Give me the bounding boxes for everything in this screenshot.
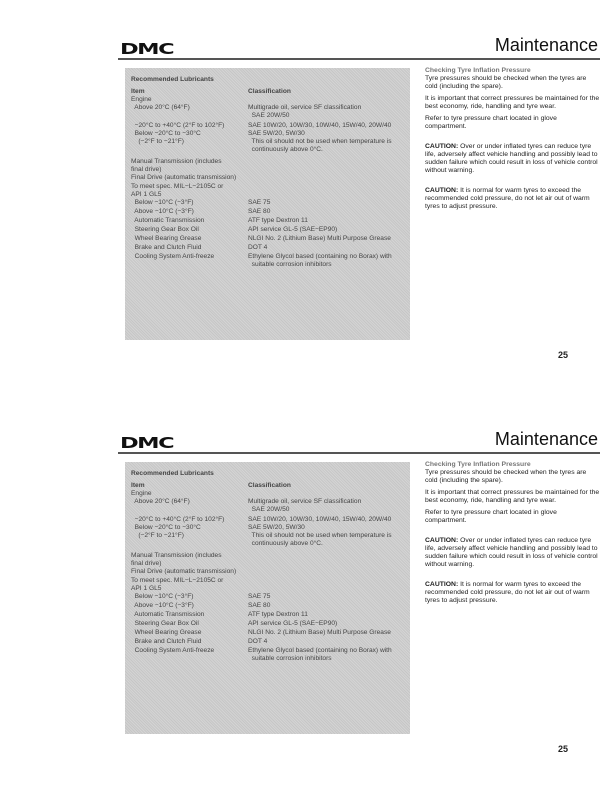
- caution-label: CAUTION:: [425, 187, 459, 194]
- item-cell: Final Drive (automatic transmission): [131, 568, 237, 575]
- classification-cell: continuously above 0°C.: [248, 146, 323, 153]
- classification-cell: This oil should not be used when temperature is: [248, 138, 392, 145]
- dmc-logo: DMC: [120, 434, 174, 452]
- item-cell: −20°C to +40°C (2°F to 102°F): [131, 516, 225, 523]
- page-number: 25: [558, 744, 569, 754]
- item-cell: Wheel Bearing Grease: [131, 629, 202, 636]
- item-cell: Below −20°C to −30°C: [131, 524, 201, 531]
- dmc-logo: DMC: [120, 40, 174, 58]
- item-cell: Brake and Clutch Fluid: [131, 244, 202, 251]
- item-cell: Above 20°C (64°F): [131, 104, 190, 111]
- classification-cell: SAE 20W/50: [248, 112, 290, 119]
- item-cell: Brake and Clutch Fluid: [131, 638, 202, 645]
- item-cell: Above −10°C (−3°F): [131, 208, 194, 215]
- lubricants-heading: Recommended Lubricants: [131, 470, 214, 477]
- item-cell: To meet spec. MIL−L−2105C or: [131, 183, 224, 190]
- page-title: Maintenance: [494, 35, 598, 55]
- classification-cell: SAE 5W/20, 5W/30: [248, 130, 305, 137]
- page-number: 25: [558, 350, 569, 360]
- classification-cell: SAE 5W/20, 5W/30: [248, 524, 305, 531]
- item-cell: Above −10°C (−3°F): [131, 602, 194, 609]
- item-cell: Final Drive (automatic transmission): [131, 174, 237, 181]
- classification-cell: NLGI No. 2 (Lithium Base) Multi Purpose Grease: [248, 235, 391, 242]
- item-cell: Cooling System Anti-freeze: [131, 253, 215, 260]
- item-cell: −20°C to +40°C (2°F to 102°F): [131, 122, 225, 129]
- page-title: Maintenance: [494, 429, 598, 449]
- classification-cell: SAE 20W/50: [248, 506, 290, 513]
- item-cell: Automatic Transmission: [131, 217, 205, 224]
- classification-cell: SAE 75: [248, 593, 271, 600]
- item-cell: (−2°F to −21°F): [131, 532, 184, 539]
- column-header-classification: Classification: [248, 88, 291, 95]
- item-cell: final drive): [131, 560, 162, 567]
- tyre-heading: Checking Tyre Inflation Pressure: [425, 67, 531, 74]
- classification-cell: suitable corrosion inhibitors: [248, 261, 332, 268]
- item-cell: Manual Transmission (includes: [131, 158, 222, 165]
- classification-cell: DOT 4: [248, 638, 268, 645]
- classification-cell: Ethylene Glycol based (containing no Borax) with: [248, 253, 392, 260]
- classification-cell: continuously above 0°C.: [248, 540, 323, 547]
- tyre-pressure-section: [425, 67, 600, 215]
- item-cell: API 1 GL5: [131, 191, 162, 198]
- item-cell: Steering Gear Box Oil: [131, 620, 199, 627]
- tyre-paragraph: It is important that correct pressures be maintained for the best economy, ride, handling and tyre wear.: [425, 489, 600, 504]
- tyre-paragraph: Refer to tyre pressure chart located in glove compartment.: [425, 115, 557, 130]
- classification-cell: SAE 75: [248, 199, 271, 206]
- tyre-heading: Checking Tyre Inflation Pressure: [425, 461, 531, 468]
- tyre-paragraph: Tyre pressures should be checked when the tyres are cold (including the spare).: [425, 469, 587, 484]
- classification-cell: NLGI No. 2 (Lithium Base) Multi Purpose Grease: [248, 629, 391, 636]
- lubricants-heading: Recommended Lubricants: [131, 76, 214, 83]
- classification-cell: SAE 10W/20, 10W/30, 10W/40, 15W/40, 20W/40: [248, 516, 392, 523]
- tyre-paragraph: Tyre pressures should be checked when the tyres are cold (including the spare).: [425, 75, 587, 90]
- item-cell: Below −10°C (−3°F): [131, 593, 194, 600]
- classification-cell: ATF type Dextron 11: [248, 611, 308, 618]
- lubricants-table: [125, 462, 410, 734]
- caution-paragraph: [425, 537, 600, 569]
- column-header-classification: Classification: [248, 482, 291, 489]
- lubricants-table: [125, 68, 410, 340]
- classification-cell: API service GL-5 (SAE−EP90): [248, 620, 338, 627]
- item-cell: Wheel Bearing Grease: [131, 235, 202, 242]
- classification-cell: Multigrade oil, service SF classification: [248, 104, 362, 111]
- item-cell: Below −20°C to −30°C: [131, 130, 201, 137]
- item-cell: Engine: [131, 490, 152, 497]
- caution-label: CAUTION:: [425, 581, 459, 588]
- item-cell: Below −10°C (−3°F): [131, 199, 194, 206]
- classification-cell: Multigrade oil, service SF classification: [248, 498, 362, 505]
- caution-text: Over or under inflated tyres can reduce tyre life, adversely affect vehicle handling and possibly lead to sudden failure which could result in loss of vehicle control without warning.: [425, 143, 598, 174]
- classification-cell: SAE 10W/20, 10W/30, 10W/40, 15W/40, 20W/40: [248, 122, 392, 129]
- caution-text: It is normal for warm tyres to exceed the recommended cold pressure, do not let air out of warm tyres to adjust pressure.: [425, 581, 590, 604]
- classification-cell: ATF type Dextron 11: [248, 217, 308, 224]
- item-cell: final drive): [131, 166, 162, 173]
- column-header-item: Item: [131, 88, 145, 95]
- page-copy-2: [0, 394, 612, 790]
- classification-cell: This oil should not be used when temperature is: [248, 532, 392, 539]
- tyre-pressure-section: [425, 461, 600, 609]
- item-cell: Manual Transmission (includes: [131, 552, 222, 559]
- column-header-item: Item: [131, 482, 145, 489]
- classification-cell: SAE 80: [248, 602, 271, 609]
- item-cell: Automatic Transmission: [131, 611, 205, 618]
- item-cell: Cooling System Anti-freeze: [131, 647, 215, 654]
- classification-cell: SAE 80: [248, 208, 271, 215]
- caution-label: CAUTION:: [425, 143, 459, 150]
- item-cell: Steering Gear Box Oil: [131, 226, 199, 233]
- caution-label: CAUTION:: [425, 537, 459, 544]
- item-cell: Engine: [131, 96, 152, 103]
- tyre-paragraph: Refer to tyre pressure chart located in glove compartment.: [425, 509, 557, 524]
- caution-text: It is normal for warm tyres to exceed the recommended cold pressure, do not let air out of warm tyres to adjust pressure.: [425, 187, 590, 210]
- item-cell: (−2°F to −21°F): [131, 138, 184, 145]
- caution-paragraph: [425, 187, 600, 211]
- item-cell: To meet spec. MIL−L−2105C or: [131, 577, 224, 584]
- caution-paragraph: [425, 581, 600, 605]
- item-cell: API 1 GL5: [131, 585, 162, 592]
- header-rule: [118, 58, 600, 60]
- classification-cell: Ethylene Glycol based (containing no Borax) with: [248, 647, 392, 654]
- classification-cell: suitable corrosion inhibitors: [248, 655, 332, 662]
- tyre-paragraph: It is important that correct pressures be maintained for the best economy, ride, handling and tyre wear.: [425, 95, 600, 110]
- header-rule: [118, 452, 600, 454]
- classification-cell: DOT 4: [248, 244, 268, 251]
- caution-paragraph: [425, 143, 600, 175]
- caution-text: Over or under inflated tyres can reduce tyre life, adversely affect vehicle handling and possibly lead to sudden failure which could result in loss of vehicle control without warning.: [425, 537, 598, 568]
- item-cell: Above 20°C (64°F): [131, 498, 190, 505]
- classification-cell: API service GL-5 (SAE−EP90): [248, 226, 338, 233]
